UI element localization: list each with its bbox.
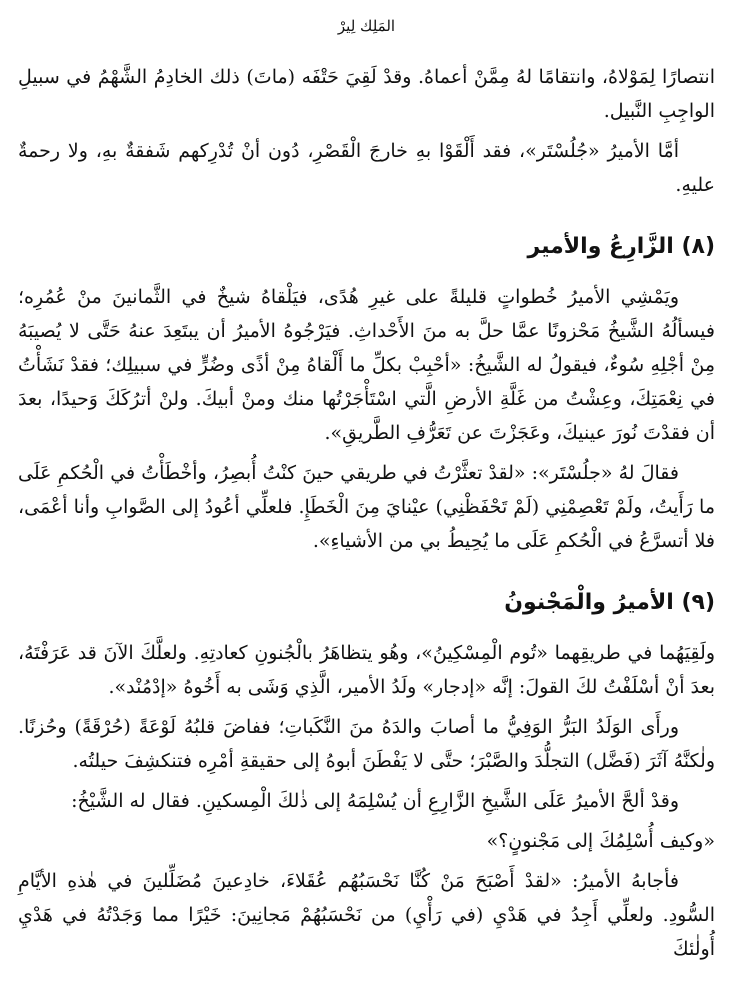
section-9-heading: (٩) الأميرُ والْمَجْنونُ bbox=[504, 590, 715, 615]
section-9-paragraph-3: وقدْ ألحَّ الأميرُ عَلَى الشَّيخِ الزَّارِعِ أن يُسْلِمَهُ إلى ذٰلكَ الْمِسكينِ. فقال له الشَّيْخُ: bbox=[71, 790, 679, 812]
section-9 bbox=[18, 586, 715, 966]
paragraph-top-1: انتصارًا لِمَوْلاهُ، وانتقامًا لهُ مِمَّنْ أعماهُ. وقدْ لَقِيَ حَتْفَه (ماتَ) ذلك الخادِمُ الشَّهْمُ في سبيلِ الواجِبِ النَّبيل. bbox=[18, 66, 715, 122]
section-9-paragraph-2: ورأَى الوَلَدُ البَرُّ الوَفِيُّ ما أصابَ والدَهُ منَ النَّكَباتِ؛ ففاضَ قلبُهُ لَوْعَةً (حُرْقَةً) وحُزنًا. ولٰكنَّهُ آثَرَ (فَضَّل) التجلُّدَ والصَّبْرَ؛ حتَّى لا يَفْطَنَ أبوهُ إلى حقيقةِ أمْرِه فتنكشِفَ حيلتُه. bbox=[18, 716, 715, 772]
section-8-heading: (٨) الزَّارِعُ والأمير bbox=[527, 234, 715, 259]
running-header: المَلِك لِيرْ bbox=[337, 17, 396, 35]
book-page bbox=[18, 0, 715, 1000]
section-9-last-paragraph: فأجابهُ الأميرُ: «لقدْ أَصْبَحَ مَنْ كُنَّا نَحْسَبُهُم عُقَلاءَ، خادِعينَ مُضَلِّلينَ في هٰذهِ الأيَّامِ السُّودِ. ولعلِّي أَجِدُ في هَدْيِ (في رَأْيِ) من نَحْسَبُهُمْ مَجانِينَ: خَيْرًا مما وَجَدْتُهُ في هَدْيِ أُولٰئكَ bbox=[18, 870, 715, 960]
page-content bbox=[18, 60, 715, 966]
section-8-paragraph-2: فقالَ لهُ «جلُسْتَر»: «لقدْ تعثَّرْتُ في طريقي حينَ كنْتُ أُبصِرُ، وأخْطَأْتُ في الْحُكمِ عَلَى ما رَأَيتُ، ولَمْ تَعْصِمْنِي (لَمْ تَحْفَظْنِي) عيْنايَ مِنَ الْخَطَإِ. فلعلِّي أعُودُ إلى الصَّوابِ وأنا أعْمَى، فلا أتسرَّعُ في الْحُكمِ عَلَى ما يُحِيطُ بي من الأشياءِ». bbox=[18, 462, 715, 552]
paragraph-top-2: أمَّا الأميرُ «جُلُسْتَر»، فقد أَلْقَوْا بهِ خارجَ الْقَصْرِ، دُون أنْ تُدْرِكهم شَفقةٌ بهِ، ولا رحمةٌ عليهِ. bbox=[18, 140, 715, 196]
section-8-paragraph-1: ويَمْشِي الأميرُ خُطواتٍ قليلةً على غيرِ هُدًى، فيَلْقاهُ شيخٌ في الثَّمانينَ منْ عُمُرِه؛ فيسألُهُ الشَّيخُ مَحْزونًا عمَّا حلَّ به منَ الأَحْداثِ. فيَرْجُوهُ الأميرُ أن يبتَعِدَ عنهُ حَتَّى لا يُصيبَهُ مِنْ أجْلِهِ سُوءٌ، فيقولُ له الشَّيخُ: «أحْبِبْ بكلِّ ما أَلْقاهُ مِنْ أذًى وضُرٍّ في سبيلِك؛ فقدْ نَشَأْتُ في نِعْمَتِكَ، وعِشْتُ من غَلَّةِ الأرضِ الَّتي اسْتَأْجَرْتُها منك ومنْ أبيكَ. ولنْ أترُكَكَ وَحيدًا، بعدَ أن فقدْتَ نُورَ عينيكَ، وعَجَزْتَ عن تَعَرُّفِ الطَّريقِ». bbox=[18, 286, 715, 444]
section-8 bbox=[18, 230, 715, 558]
section-9-quote: «وكيف أُسْلِمُكَ إلى مَجْنونٍ؟» bbox=[486, 830, 715, 852]
section-9-paragraph-1: ولَقِيَهُما في طريقِهما «تُوم الْمِسْكِينُ»، وهُو يتظاهَرُ بالْجُنونِ كعادتِهِ. ولعلَّكَ الآنَ قد عَرَفْتَهُ، بعدَ أنْ أسْلَفْتُ لكَ القولَ: إنَّه «إدجار» ولَدُ الأمير، الَّذِي وَشَى به أَخُوهُ «إدْمُنْد». bbox=[18, 642, 715, 698]
